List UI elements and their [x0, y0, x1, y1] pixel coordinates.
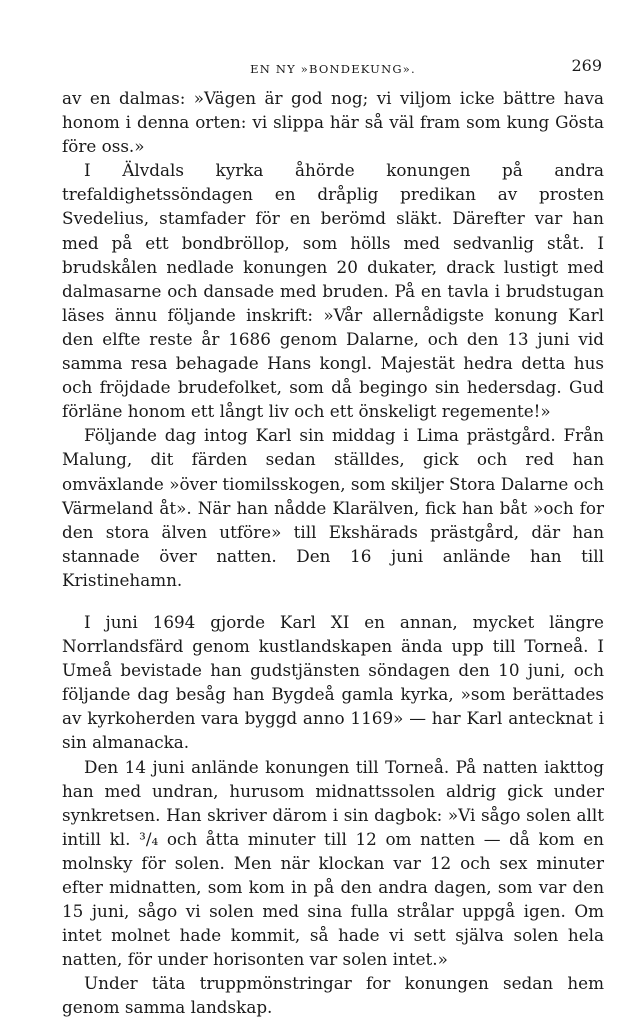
paragraph-5: Den 14 juni anlände konungen till Torneå. På natten iakttog han med undran, hurusom midnattssolen aldrig gick under synkretsen. Han skriver därom i sin dagbok: »Vi sågo solen allt intill kl. ³/₄ och åtta minuter till 12 om natten — då kom en molnsky för solen. Men när klockan var 12 och sex minuter efter midnatten, som kom in på den andra dagen, som var den 15 juni, sågo vi solen med sina fulla strålar uppgå igen. Om intet molnet hade kommit, så hade vi sett själva solen hela natten, för under horisonten var solen intet.»: [62, 756, 604, 970]
paragraph-6: Under täta truppmönstringar for konungen sedan hem genom samma landskap.: [62, 973, 604, 1018]
paragraph-2: I Älvdals kyrka åhörde konungen på andra trefaldighetssöndagen en dråplig predikan av prosten Svedelius, stamfader för en berömd släkt. Därefter var han med på ett bondbröllop, som hölls med sedvanlig ståt. I brudskålen nedlade konungen 20 dukater, drack lustigt med dalmasarne och dansade med bruden. På en tavla i brudstugan läses ännu följande inskrift: »Vår allernådigste konung Karl den elfte reste år 1686 genom Dalarne, och den 13 juni vid samma resa behagade Hans kongl. Majestät hedra detta hus och fröjdade brudefolket, som då begingo sin hedersdag. Gud förläne honom ett långt liv och ett önskeligt regemente!»: [62, 160, 604, 422]
paragraph-4: I juni 1694 gjorde Karl XI en annan, mycket längre Norrlandsfärd genom kustlandskapen ända upp till Torneå. I Umeå bevistade han gudstjänsten söndagen den 10 juni, och följande dag besåg han Bygdeå gamla kyrka, »som berättades av kyrkoherden vara byggd anno 1169» — har Karl antecknat i sin almanacka.: [62, 611, 604, 753]
running-title: EN NY »BONDEKUNG».: [250, 62, 416, 76]
section-1: [62, 86, 604, 592]
running-head: [62, 52, 604, 86]
page-number: 269: [571, 56, 602, 75]
paragraph-1: av en dalmas: »Vägen är god nog; vi viljom icke bättre hava honom i denna orten: vi slippa här så väl fram som kung Gösta före oss.»: [62, 88, 604, 157]
section-break: [62, 592, 604, 610]
section-2: [62, 610, 604, 1020]
paragraph-3: Följande dag intog Karl sin middag i Lima prästgård. Från Malung, dit färden sedan ställdes, gick och red han omväxlande »över tiomilsskogen, som skiljer Stora Dalarne och Värmeland åt». När han nådde Klarälven, fick han båt »och for den stora älven utföre» till Ekshärads prästgård, där han stannade över natten. Den 16 juni anlände han till Kristinehamn.: [62, 425, 604, 590]
book-page: [62, 52, 604, 1020]
